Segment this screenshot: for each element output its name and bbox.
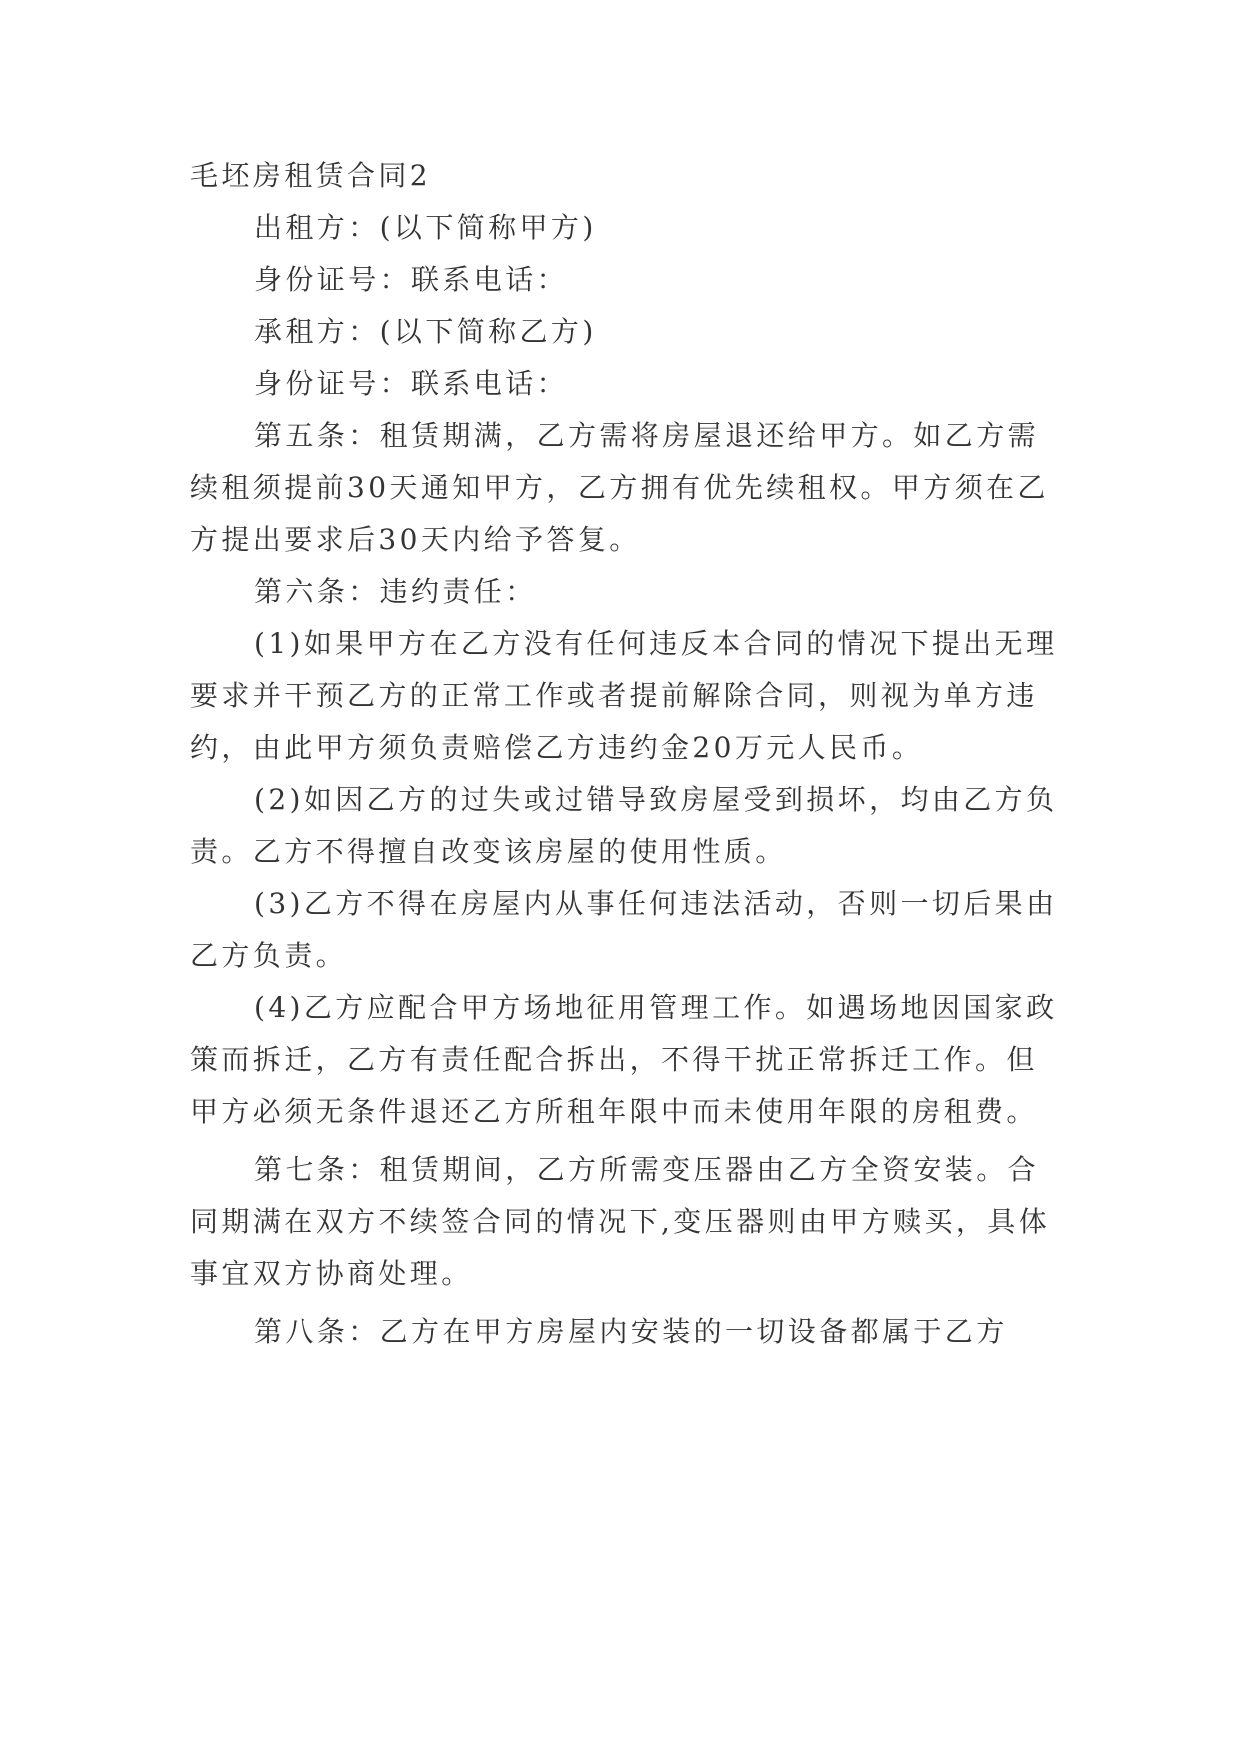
paragraph-article-8: 第八条：乙方在甲方房屋内安装的一切设备都属于乙方 (254, 1315, 1008, 1348)
paragraph-article-5: 第五条：租赁期满，乙方需将房屋退还给甲方。如乙方需续租须提前30天通知甲方，乙方拥有优先续租权。甲方须在乙方提出要求后30天内给予答复。 (190, 419, 1049, 556)
paragraph-clause-2: (2)如因乙方的过失或过错导致房屋受到损坏，均由乙方负责。乙方不得擅自改变该房屋的使用性质。 (190, 783, 1058, 868)
document-body (190, 150, 1065, 1358)
paragraph-lessor: 出租方：(以下简称甲方) (254, 211, 597, 244)
paragraph-lessor-id: 身份证号：联系电话： (254, 263, 569, 296)
paragraph-clause-1: (1)如果甲方在乙方没有任何违反本合同的情况下提出无理要求并干预乙方的正常工作或者提前解除合同，则视为单方违约，由此甲方须负责赔偿乙方违约金20万元人民币。 (190, 627, 1058, 764)
paragraph-clause-4: (4)乙方应配合甲方场地征用管理工作。如遇场地因国家政策而拆迁，乙方有责任配合拆出，不得干扰正常拆迁工作。但甲方必须无条件退还乙方所租年限中而未使用年限的房租费。 (190, 991, 1058, 1128)
paragraph-lessee-id: 身份证号：联系电话： (254, 367, 569, 400)
document-title: 毛坯房租赁合同2 (190, 159, 432, 192)
paragraph-article-6: 第六条：违约责任： (254, 575, 537, 608)
paragraph-article-7: 第七条：租赁期间，乙方所需变压器由乙方全资安装。合同期满在双方不续签合同的情况下,变压器则由甲方赎买，具体事宜双方协商处理。 (190, 1153, 1051, 1290)
paragraph-clause-3: (3)乙方不得在房屋内从事任何违法活动，否则一切后果由乙方负责。 (190, 887, 1058, 972)
paragraph-lessee: 承租方：(以下简称乙方) (254, 315, 597, 348)
